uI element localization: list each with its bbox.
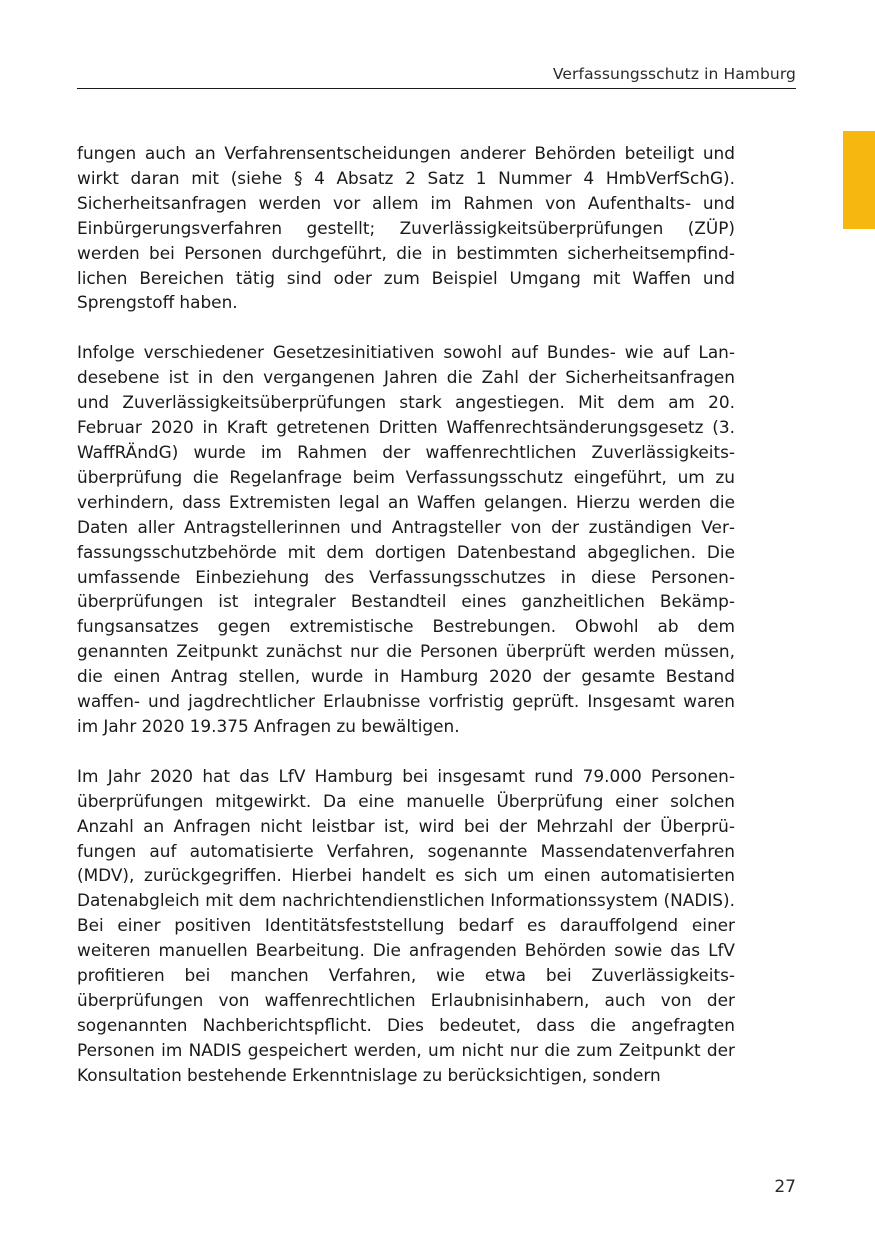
body-text	[77, 141, 735, 1088]
paragraph: Im Jahr 2020 hat das LfV Hamburg bei insgesamt rund 79.000 Personenüberprüfungen mitgewirkt. Da eine manuelle Überprüfung einer solchen Anzahl an Anfragen nicht leistbar ist, wird bei der Mehrzahl der Überprüfungen auf automatisierte Verfahren, sogenannte Massendatenverfahren (MDV), zurückgegriffen. Hierbei handelt es sich um einen automatisierten Datenabgleich mit dem nachrichtendienstlichen Informationssystem (NADIS). Bei einer positiven Identitätsfeststellung bedarf es darauffolgend einer weiteren manuellen Bearbeitung. Die anfragenden Behörden sowie das LfV profitieren bei manchen Verfahren, wie etwa bei Zuverlässigkeitsüberprüfungen von waffenrechtlichen Erlaubnisinhabern, auch von der sogenannten Nachberichtspflicht. Dies bedeutet, dass die angefragten Personen im NADIS gespeichert werden, um nicht nur die zum Zeitpunkt der Konsultation bestehende Erkenntnislage zu berücksichtigen, sondern	[77, 765, 735, 1085]
paragraph: Infolge verschiedener Gesetzesinitiativen sowohl auf Bundes- wie auf Landesebene ist in den vergangenen Jahren die Zahl der Sicherheitsanfragen und Zuverlässigkeitsüberprüfungen stark angestiegen. Mit dem am 20. Februar 2020 in Kraft getretenen Dritten Waffenrechtsänderungsgesetz (3. WaffRÄndG) wurde im Rahmen der waffenrechtlichen Zuverlässigkeitsüberprüfung die Regelanfrage beim Verfassungsschutz eingeführt, um zu verhindern, dass Extremisten legal an Waffen gelangen. Hierzu werden die Daten aller Antragstellerinnen und Antragsteller von der zuständigen Verfassungsschutzbehörde mit dem dortigen Datenbestand abgeglichen. Die umfassende Einbeziehung des Verfassungsschutzes in diese Personenüberprüfungen ist integraler Bestandteil eines ganzheitlichen Bekämpfungsansatzes gegen extremistische Bestrebungen. Obwohl ab dem genannten Zeitpunkt zunächst nur die Personen überprüft werden müssen, die einen Antrag stellen, wurde in Hamburg 2020 der gesamte Bestand waffen- und jagdrechtlicher Erlaubnisse vorfristig geprüft. Insgesamt waren im Jahr 2020 19.375 Anfragen zu bewältigen.	[77, 342, 735, 736]
running-header	[77, 64, 796, 89]
running-header-title: Verfassungsschutz in Hamburg	[552, 65, 796, 83]
chapter-thumb-tab	[843, 131, 875, 229]
paragraph: fungen auch an Verfahrensentscheidungen anderer Behörden beteiligt und wirkt daran mit (siehe § 4 Absatz 2 Satz 1 Nummer 4 HmbVerfSchG). Sicherheitsanfragen werden vor allem im Rahmen von Aufenthalts- und Einbürgerungsverfahren gestellt; Zuverlässigkeitsüberprüfungen (ZÜP) werden bei Personen durchgeführt, die in bestimmten sicherheitsempfindlichen Bereichen tätig sind oder zum Beispiel Umgang mit Waffen und Sprengstoff haben.	[77, 143, 735, 313]
page-number: 27	[774, 1177, 796, 1197]
